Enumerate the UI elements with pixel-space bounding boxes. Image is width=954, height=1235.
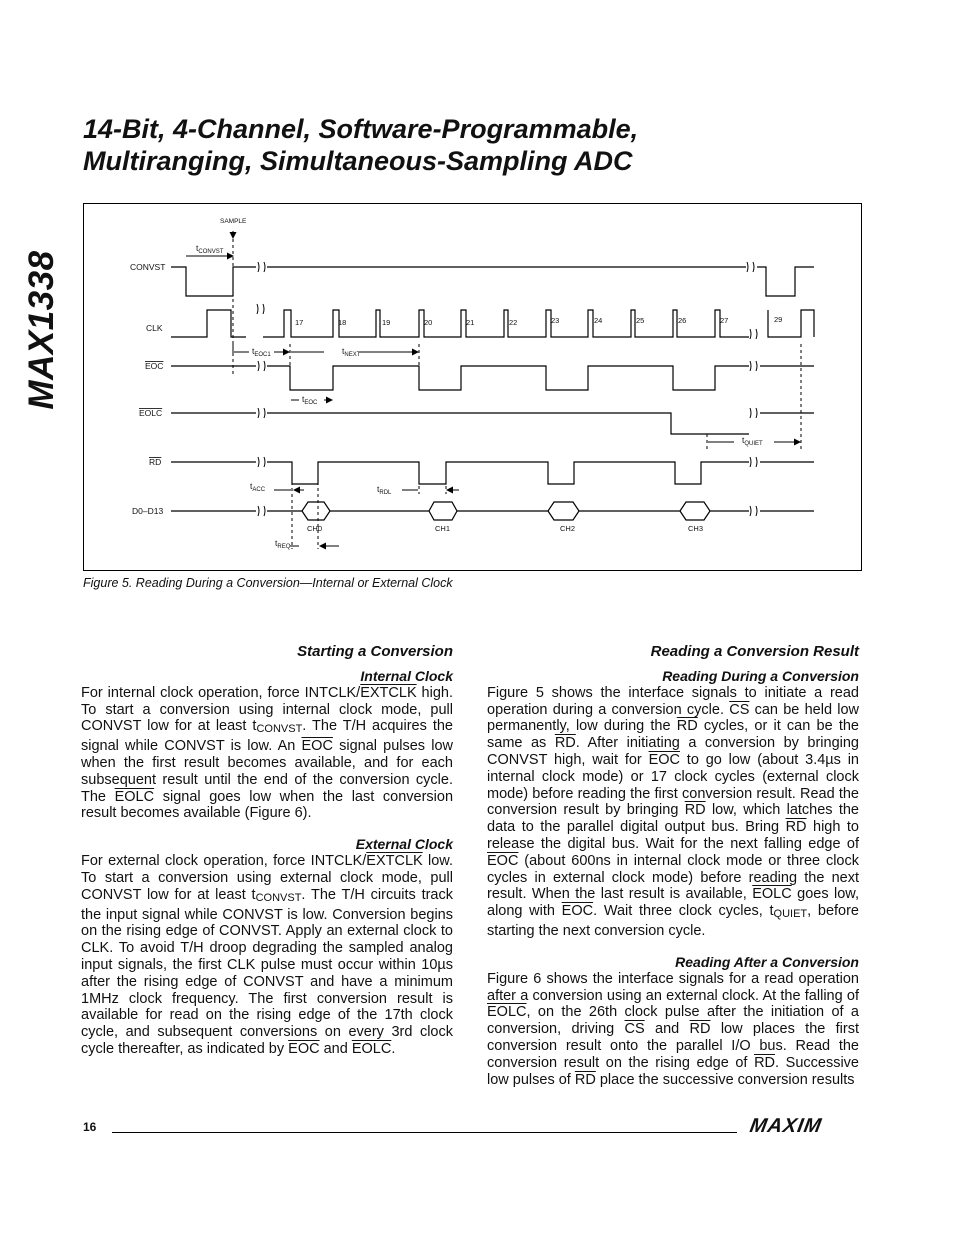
clk-num-29: 29 bbox=[774, 315, 783, 324]
side-title bbox=[12, 230, 72, 430]
paragraph-reading-after: Figure 6 shows the interface signals for a read operation after a conversion using an external clock. At the falling of EOLC, on the 26th clock pulse after the initiation of a conversion, driving $\overline{CS}$ and $\overline{RD}$ low places the first conversion result onto the parallel I/O bus. Read the conversion result on the rising edge of $\overline{RD}$. Successive low pulses of $\overline{RD}$ place the successive conversion results bbox=[487, 970, 860, 1088]
channel-ch2: CH2 bbox=[560, 524, 576, 533]
heading-reading-after: Reading After a Conversion bbox=[675, 953, 859, 970]
eolc-waveform bbox=[171, 413, 814, 434]
timing-treq: $t_{REQ}$ bbox=[275, 538, 291, 550]
heading-internal-clock: Internal Clock bbox=[360, 667, 453, 684]
label-sample: SAMPLE bbox=[220, 218, 247, 225]
left-column bbox=[81, 644, 453, 1058]
paragraph-external-clock: For external clock operation, force INTCLK/EXTCLK low. To start a conversion using external clock mode, pull CONVST low for at least tCONVST. The T/H circuits track the input signal while CONVST is low. Conversion begins on the rising edge of CONVST. Apply an external clock to CLK. To avoid T/H droop degrading the sampled analog input signals, the first CLK pulse must occur within 10µs after the rising edge of CONVST and have a minimum 1MHz clock frequency. The first conversion result is available for read on the rising edge of the 17th clock cycle, and subsequent conversions on every 3rd clock cycle thereafter, as indicated by $\overline{EOC}$ and EOLC. bbox=[81, 853, 454, 1057]
label-rd: RD bbox=[149, 457, 162, 467]
eoc-waveform bbox=[171, 366, 814, 390]
title-line-2: Multiranging, Simultaneous-Sampling ADC bbox=[83, 146, 633, 176]
timing-teoc1: $t_{EOC1}$ bbox=[252, 346, 271, 358]
maxim-logo: MAXIM bbox=[748, 1115, 824, 1137]
clk-num-24: 24 bbox=[594, 316, 603, 325]
timing-tconvst: $t_{CONVST}$ bbox=[196, 243, 224, 255]
timing-tquiet: $t_{QUIET}$ bbox=[742, 435, 763, 447]
clk-num-17: 17 bbox=[295, 318, 304, 327]
page-number: 16 bbox=[83, 1120, 97, 1134]
clk-waveform bbox=[171, 310, 814, 337]
clk-num-18: 18 bbox=[338, 318, 347, 327]
label-clk: CLK bbox=[146, 323, 163, 333]
clk-num-23: 23 bbox=[551, 316, 560, 325]
timing-diagram-svg bbox=[84, 204, 861, 570]
timing-diagram bbox=[83, 203, 862, 571]
side-title-text: MAX1338 bbox=[22, 250, 61, 410]
clk-num-19: 19 bbox=[382, 318, 391, 327]
channel-ch1: CH1 bbox=[435, 524, 451, 533]
clk-num-26: 26 bbox=[678, 316, 687, 325]
heading-starting-conversion: Starting a Conversion bbox=[297, 643, 453, 660]
timing-teoc: $t_{EOC}$ bbox=[302, 394, 318, 406]
title-line-1: 14-Bit, 4-Channel, Software-Programmable, bbox=[83, 114, 639, 144]
footer-rule bbox=[112, 1132, 737, 1133]
heading-external-clock: External Clock bbox=[355, 836, 453, 853]
channel-ch3: CH3 bbox=[688, 524, 704, 533]
data-bus bbox=[171, 502, 814, 520]
rd-waveform bbox=[171, 462, 814, 484]
page-title bbox=[83, 113, 903, 177]
label-eolc: EOLC bbox=[139, 408, 163, 418]
right-column bbox=[487, 644, 859, 1088]
timing-trdl: $t_{RDL}$ bbox=[377, 484, 392, 496]
label-convst: CONVST bbox=[130, 262, 166, 272]
clk-num-22: 22 bbox=[509, 318, 518, 327]
label-eoc: EOC bbox=[145, 361, 164, 371]
heading-reading-result: Reading a Conversion Result bbox=[650, 643, 859, 660]
clk-num-20: 20 bbox=[424, 318, 433, 327]
figure-caption: Figure 5. Reading During a Conversion—Internal or External Clock bbox=[83, 576, 453, 590]
timing-tacc: $t_{ACC}$ bbox=[250, 481, 266, 493]
clk-num-25: 25 bbox=[636, 316, 645, 325]
clk-num-27: 27 bbox=[720, 316, 729, 325]
clk-num-21: 21 bbox=[466, 318, 475, 327]
label-data-bus: D0–D13 bbox=[132, 506, 164, 516]
timing-tnext: $t_{NEXT}$ bbox=[342, 346, 361, 358]
paragraph-reading-during: Figure 5 shows the interface signals to initiate a read operation during a conversion cycle. $\overline{CS}$ can be held low permanently, low during the $\overline{RD}$ cycles, or it can be the same as $\overline{RD}$. After initiating a conversion by bringing CONVST high, wait for $\overline{EOC}$ to go low (about 3.4µs in internal clock mode) or 17 clock cycles (external clock mode) before reading the first conversion result. Read the conversion result by bringing $\overline{RD}$ low, which latches the data to the parallel digital output bus. Bring $\overline{RD}$ high to release the digital bus. Wait for the next falling edge of $\overline{EOC}$ (about 600ns in internal clock mode or three clock cycles in external clock mode) before reading the next result. When the last result is available, EOLC goes low, along with $\overline{EOC}$. Wait three clock cycles, tQUIET, before starting the next conversion cycle. bbox=[487, 684, 860, 939]
heading-reading-during: Reading During a Conversion bbox=[662, 667, 859, 684]
channel-ch0: CH0 bbox=[307, 524, 323, 533]
paragraph-internal-clock: For internal clock operation, force INTCLK/EXTCLK high. To start a conversion using internal clock mode, pull CONVST low for at least tCONVST. The T/H acquires the signal while CONVST is low. An $\overline{EOC}$ signal pulses low when the first result becomes available, and for each subsequent result until the end of the conversion cycle. The EOLC signal goes low when the last conversion result becomes available (Figure 6). bbox=[81, 684, 454, 822]
convst-waveform bbox=[171, 267, 814, 296]
